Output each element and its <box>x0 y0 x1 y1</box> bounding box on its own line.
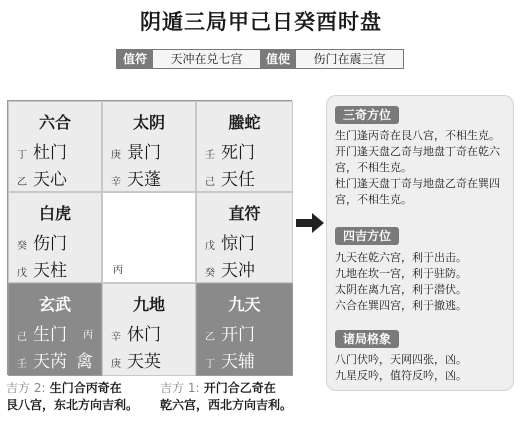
palace-bot-left <box>8 283 102 376</box>
caption-line: 艮八宫，东北方向吉利。 <box>6 398 139 412</box>
stem: 丁 <box>17 150 27 161</box>
zhifu-tag: 值符 <box>117 50 153 68</box>
palace-grid <box>7 100 292 375</box>
stem: 壬 <box>17 359 27 370</box>
star: 天心 <box>33 170 67 190</box>
panel-line: 杜门逢天盘丁奇与地盘乙奇在巽四宫，不相生克。 <box>335 177 500 206</box>
palace-bot-right <box>196 283 293 376</box>
palace-bot-mid <box>102 283 196 376</box>
door: 休门 <box>127 325 161 345</box>
star: 天柱 <box>33 261 67 281</box>
star: 天芮 <box>33 352 67 372</box>
palace-top-right <box>196 101 293 192</box>
star: 天英 <box>127 352 161 372</box>
caption-line: 开门合乙奇在 <box>203 381 276 395</box>
section-text-sanqi <box>335 128 507 208</box>
palace-god: 螣蛇 <box>228 113 261 132</box>
stem: 辛 <box>111 332 121 343</box>
palace-mid-left <box>8 192 102 283</box>
stem: 癸 <box>17 241 27 252</box>
stem: 庚 <box>111 359 121 370</box>
palace-god: 九天 <box>228 295 261 314</box>
caption-label: 吉方 1: <box>160 381 200 395</box>
door: 伤门 <box>33 234 67 254</box>
palace-god: 六合 <box>38 113 71 132</box>
palace-center <box>102 192 196 283</box>
section-text-siji <box>335 250 507 314</box>
extra-stem: 丙 <box>83 330 93 341</box>
caption-ji1 <box>160 380 325 414</box>
panel-line: 太阴在离九宫，利于潜伏。 <box>335 283 467 296</box>
zhishi-tag: 值使 <box>260 50 296 68</box>
panel-line: 生门逢丙奇在艮八宫，不相生克。 <box>335 129 500 142</box>
stem: 庚 <box>111 150 121 161</box>
stem: 辛 <box>111 177 121 188</box>
zhishi-value: 伤门在震三宫 <box>296 50 403 68</box>
palace-god: 直符 <box>228 204 261 223</box>
palace-god: 玄武 <box>38 295 71 314</box>
panel-line: 九星反吟，值符反吟，凶。 <box>335 369 467 382</box>
stem: 己 <box>205 177 215 188</box>
page-title: 阴遁三局甲己日癸酉时盘 <box>140 10 382 34</box>
palace-god: 九地 <box>132 295 165 314</box>
arrow-right-icon <box>296 213 324 233</box>
stem: 戊 <box>205 241 215 252</box>
door: 惊门 <box>221 234 255 254</box>
stem: 癸 <box>205 268 215 279</box>
center-stem: 丙 <box>113 265 123 276</box>
info-panel <box>326 95 514 391</box>
palace-god: 白虎 <box>38 204 71 223</box>
door: 景门 <box>127 143 161 163</box>
panel-line: 九地在坎一宫，利于驻防。 <box>335 267 467 280</box>
panel-line: 八门伏吟，天网四张，凶。 <box>335 353 467 366</box>
stem: 丁 <box>205 359 215 370</box>
section-text-geju <box>335 352 507 384</box>
star: 天辅 <box>221 352 255 372</box>
stem: 乙 <box>205 332 215 343</box>
palace-top-mid <box>102 101 196 192</box>
palace-mid-right <box>196 192 293 283</box>
door: 杜门 <box>33 143 67 163</box>
caption-line: 生门合丙奇在 <box>49 381 122 395</box>
panel-line: 开门逢天盘乙奇与地盘丁奇在乾六宫，不相生克。 <box>335 145 500 174</box>
zhifu-value: 天冲在兑七宫 <box>153 50 260 68</box>
star: 天蓬 <box>127 170 161 190</box>
star: 天冲 <box>221 261 255 281</box>
stem: 戊 <box>17 268 27 279</box>
panel-line: 九天在乾六宫，利于出击。 <box>335 251 467 264</box>
palace-god: 太阴 <box>132 113 165 132</box>
caption-label: 吉方 2: <box>6 381 46 395</box>
palace-top-left <box>8 101 102 192</box>
door: 生门 <box>33 325 67 345</box>
stem: 壬 <box>205 150 215 161</box>
extra-star: 禽 <box>76 352 93 372</box>
section-head-geju: 诸局格象 <box>335 330 399 348</box>
panel-line: 六合在巽四宫，利于撤逃。 <box>335 299 467 312</box>
door: 死门 <box>221 143 255 163</box>
star: 天任 <box>221 170 255 190</box>
stem: 己 <box>17 332 27 343</box>
caption-line: 乾六宫，西北方向吉利。 <box>160 398 293 412</box>
legend-bar <box>116 49 404 69</box>
section-head-sanqi: 三奇方位 <box>335 106 399 124</box>
caption-ji2 <box>6 380 166 414</box>
stem: 乙 <box>17 177 27 188</box>
section-head-siji: 四吉方位 <box>335 227 399 245</box>
door: 开门 <box>221 325 255 345</box>
